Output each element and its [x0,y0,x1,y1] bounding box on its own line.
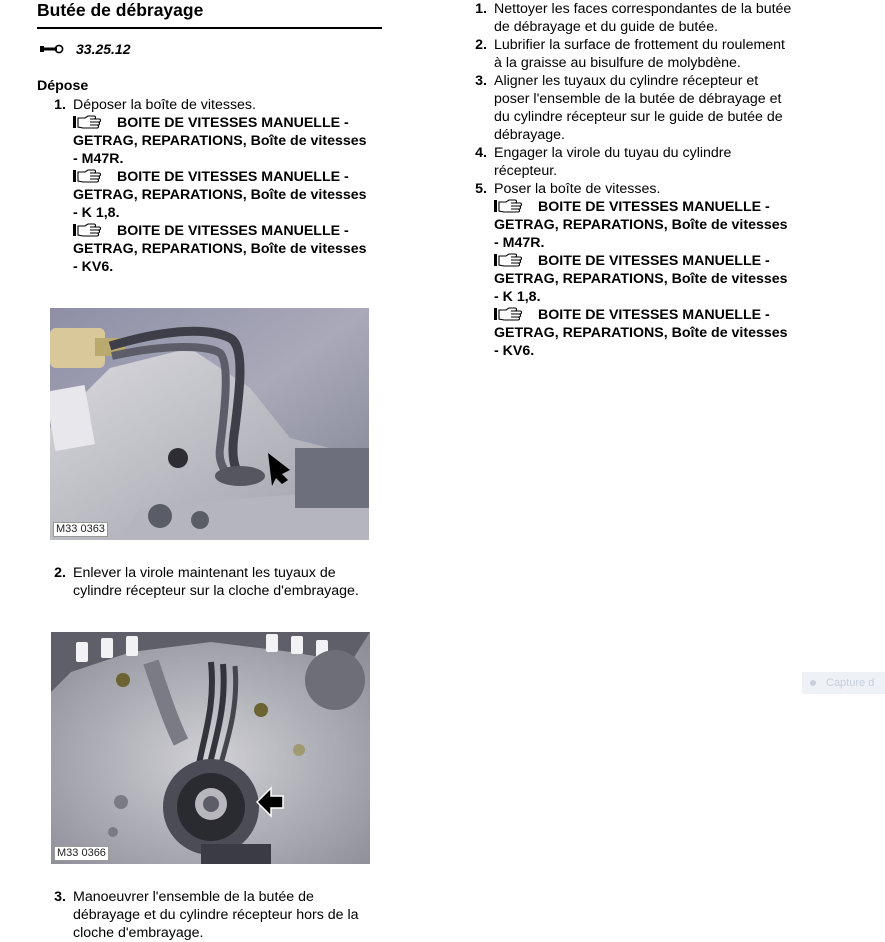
step-text: débrayage et du cylindre récepteur hors de la [73,907,359,923]
photo-release-bearing [51,632,370,864]
step-number: 3. [54,889,66,905]
reference-line: BOITE DE VITESSES MANUELLE - [117,223,349,239]
operation-code: 33.25.12 [76,41,131,57]
step-number: 5. [475,181,487,197]
pointing-hand-icon [73,169,103,183]
capture-icon [810,680,816,686]
step-text: cylindre récepteur sur la cloche d'embrayage. [73,583,359,599]
pointing-hand-icon [73,223,103,237]
reference-line: - K 1,8. [73,205,120,221]
photo-label: M33 0366 [54,846,109,861]
right-step-3 [465,72,810,144]
step-text: Engager la virole du tuyau du cylindre [494,145,732,161]
wrench-icon [40,44,64,54]
step-text: Poser la boîte de vitesses. [494,181,661,197]
photo-label: M33 0363 [53,522,108,537]
reference-line: BOITE DE VITESSES MANUELLE - [538,199,770,215]
reference-line: GETRAG, REPARATIONS, Boîte de vitesses [73,187,367,203]
right-step-1 [465,0,810,36]
step-text: Nettoyer les faces correspondantes de la butée [494,1,792,17]
step-text: de débrayage et du guide de butée. [494,19,719,35]
reference-line: GETRAG, REPARATIONS, Boîte de vitesses [73,133,367,149]
step-text: Aligner les tuyaux du cylindre récepteur et [494,73,759,89]
reference-link-k18[interactable] [73,168,389,222]
step-text: du cylindre récepteur sur le guide de butée de [494,109,783,125]
reference-line: GETRAG, REPARATIONS, Boîte de vitesses [494,271,788,287]
step-text: débrayage. [494,127,565,143]
step-number: 2. [54,565,66,581]
step-text: Enlever la virole maintenant les tuyaux de [73,565,336,581]
section-heading: Dépose [37,78,89,94]
gearbox-photo-2 [51,632,370,864]
reference-line: - KV6. [494,343,535,359]
page-title: Butée de débrayage [37,0,204,20]
pointing-hand-icon [494,307,524,321]
right-step-4 [465,144,810,180]
step-number: 4. [475,145,487,161]
step-number: 1. [54,97,66,113]
reference-link-kv6[interactable] [73,222,389,276]
reference-line: BOITE DE VITESSES MANUELLE - [117,115,349,131]
reference-link-m47r[interactable] [494,198,810,252]
step-text: à la graisse au bisulfure de molybdène. [494,55,741,71]
capture-label: Capture d [826,677,875,689]
reference-line: GETRAG, REPARATIONS, Boîte de vitesses [494,217,788,233]
operation-code-row [40,41,131,57]
reference-line: - KV6. [73,259,114,275]
reference-link-kv6[interactable] [494,306,810,360]
reference-line: BOITE DE VITESSES MANUELLE - [538,253,770,269]
step-text: Déposer la boîte de vitesses. [73,97,256,113]
step-text: poser l'ensemble de la butée de débrayage et [494,91,782,107]
step-number: 3. [475,73,487,89]
reference-line: GETRAG, REPARATIONS, Boîte de vitesses [73,241,367,257]
reference-line: BOITE DE VITESSES MANUELLE - [538,307,770,323]
left-step-2 [44,564,389,600]
refit-steps [465,0,810,360]
reference-line: - M47R. [494,235,545,251]
step-number: 1. [475,1,487,17]
left-step-1 [44,96,389,276]
reference-link-m47r[interactable] [73,114,389,168]
step-text: récepteur. [494,163,558,179]
pointing-hand-icon [494,253,524,267]
reference-link-k18[interactable] [494,252,810,306]
step-number: 2. [475,37,487,53]
reference-line: - M47R. [73,151,124,167]
title-divider [37,27,382,29]
reference-line: BOITE DE VITESSES MANUELLE - [117,169,349,185]
capture-tool-tab[interactable] [802,672,885,694]
photo-clutch-pipe-collar [50,308,369,540]
pointing-hand-icon [73,115,103,129]
step-text: Lubrifier la surface de frottement du roulement [494,37,785,53]
right-step-5 [465,180,810,360]
pointing-hand-icon [494,199,524,213]
right-step-2 [465,36,810,72]
gearbox-photo-1 [50,308,369,540]
reference-line: - K 1,8. [494,289,541,305]
step-text: cloche d'embrayage. [73,925,204,941]
step-text: Manoeuvrer l'ensemble de la butée de [73,889,314,905]
reference-line: GETRAG, REPARATIONS, Boîte de vitesses [494,325,788,341]
